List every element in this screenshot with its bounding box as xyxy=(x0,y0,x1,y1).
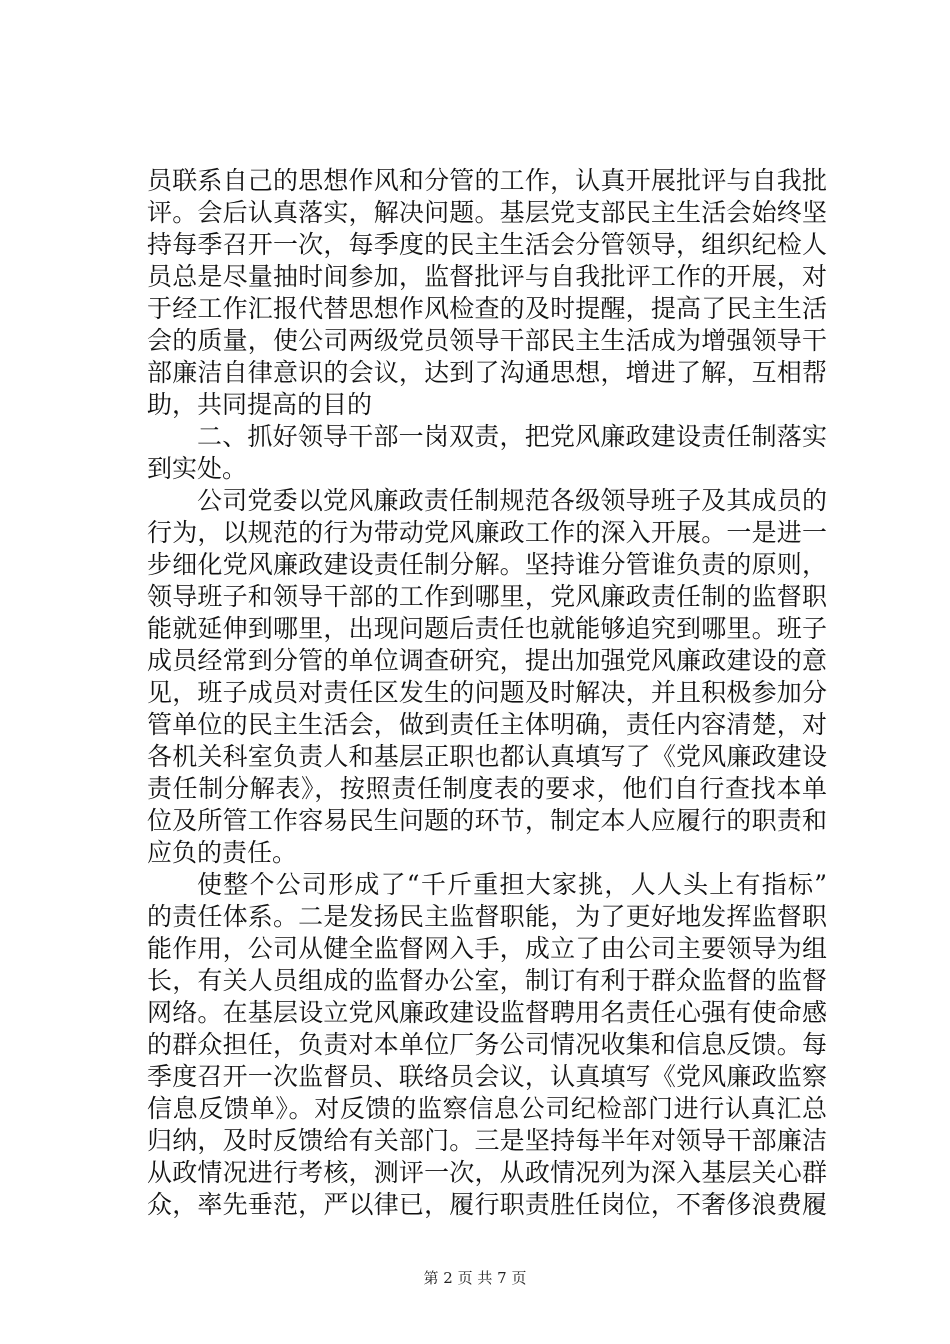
heading-line: 到实处。 xyxy=(147,454,248,483)
paragraph-responsibility xyxy=(147,485,827,869)
text-line: 众，率先垂范，严以律已，履行职责胜任岗位，不奢侈浪费履 xyxy=(147,1190,827,1219)
text-line: 成员经常到分管的单位调查研究，提出加强党风廉政建设的意 xyxy=(147,646,827,675)
text-line: 公司党委以党风廉政责任制规范各级领导班子及其成员的 xyxy=(197,486,827,515)
text-line: 长，有关人员组成的监督办公室，制订有利于群众监督的监督 xyxy=(147,966,827,995)
text-line: 持每季召开一次，每季度的民主生活会分管领导，组织纪检人 xyxy=(147,230,827,259)
text-line: 会的质量，使公司两级党员领导干部民主生活成为增强领导干 xyxy=(147,326,827,355)
text-line: 责任制分解表》，按照责任制度表的要求，他们自行查找本单 xyxy=(147,774,827,803)
text-line: 季度召开一次监督员、联络员会议，认真填写《党风廉政监察 xyxy=(147,1062,827,1091)
text-line: 助，共同提高的目的 xyxy=(147,390,373,419)
text-line: 位及所管工作容易民生问题的环节，制定本人应履行的职责和 xyxy=(147,806,827,835)
paragraph-continuation xyxy=(147,165,827,421)
text-line: 网络。在基层设立党风廉政建设监督聘用名责任心强有使命感 xyxy=(147,998,827,1027)
heading-line: 二、抓好领导干部一岗双责，把党风廉政建设责任制落实 xyxy=(197,422,827,451)
text-line: 信息反馈单》。对反馈的监察信息公司纪检部门进行认真汇总 xyxy=(147,1094,827,1123)
document-body xyxy=(147,165,827,1221)
text-line: 员联系自己的思想作风和分管的工作，认真开展批评与自我批 xyxy=(147,166,827,195)
text-line: 见，班子成员对责任区发生的问题及时解决，并且积极参加分 xyxy=(147,678,827,707)
text-line: 从政情况进行考核，测评一次，从政情况列为深入基层关心群 xyxy=(147,1158,827,1187)
text-line: 领导班子和领导干部的工作到哪里，党风廉政责任制的监督职 xyxy=(147,582,827,611)
page-number-footer: 第 2 页 共 7 页 xyxy=(423,1269,527,1287)
text-line: 的群众担任，负责对本单位厂务公司情况收集和信息反馈。每 xyxy=(147,1030,827,1059)
text-line: 能作用，公司从健全监督网入手，成立了由公司主要领导为组 xyxy=(147,934,827,963)
text-line: 应负的责任。 xyxy=(147,838,298,867)
paragraph-supervision xyxy=(147,869,827,1221)
text-line: 部廉洁自律意识的会议，达到了沟通思想，增进了解，互相帮 xyxy=(147,358,827,387)
text-line: 步细化党风廉政建设责任制分解。坚持谁分管谁负责的原则， xyxy=(147,550,827,579)
text-line: 使整个公司形成了“千斤重担大家挑，人人头上有指标” xyxy=(197,870,827,899)
section-heading-2 xyxy=(147,421,827,485)
text-line: 员总是尽量抽时间参加，监督批评与自我批评工作的开展，对 xyxy=(147,262,827,291)
text-line: 行为，以规范的行为带动党风廉政工作的深入开展。一是进一 xyxy=(147,518,827,547)
text-line: 归纳，及时反馈给有关部门。三是坚持每半年对领导干部廉洁 xyxy=(147,1126,827,1155)
text-line: 能就延伸到哪里，出现问题后责任也就能够追究到哪里。班子 xyxy=(147,614,827,643)
text-line: 各机关科室负责人和基层正职也都认真填写了《党风廉政建设 xyxy=(147,742,827,771)
text-line: 的责任体系。二是发扬民主监督职能，为了更好地发挥监督职 xyxy=(147,902,827,931)
text-line: 于经工作汇报代替思想作风检查的及时提醒，提高了民主生活 xyxy=(147,294,827,323)
text-line: 评。会后认真落实，解决问题。基层党支部民主生活会始终坚 xyxy=(147,198,827,227)
text-line: 管单位的民主生活会，做到责任主体明确，责任内容清楚，对 xyxy=(147,710,827,739)
